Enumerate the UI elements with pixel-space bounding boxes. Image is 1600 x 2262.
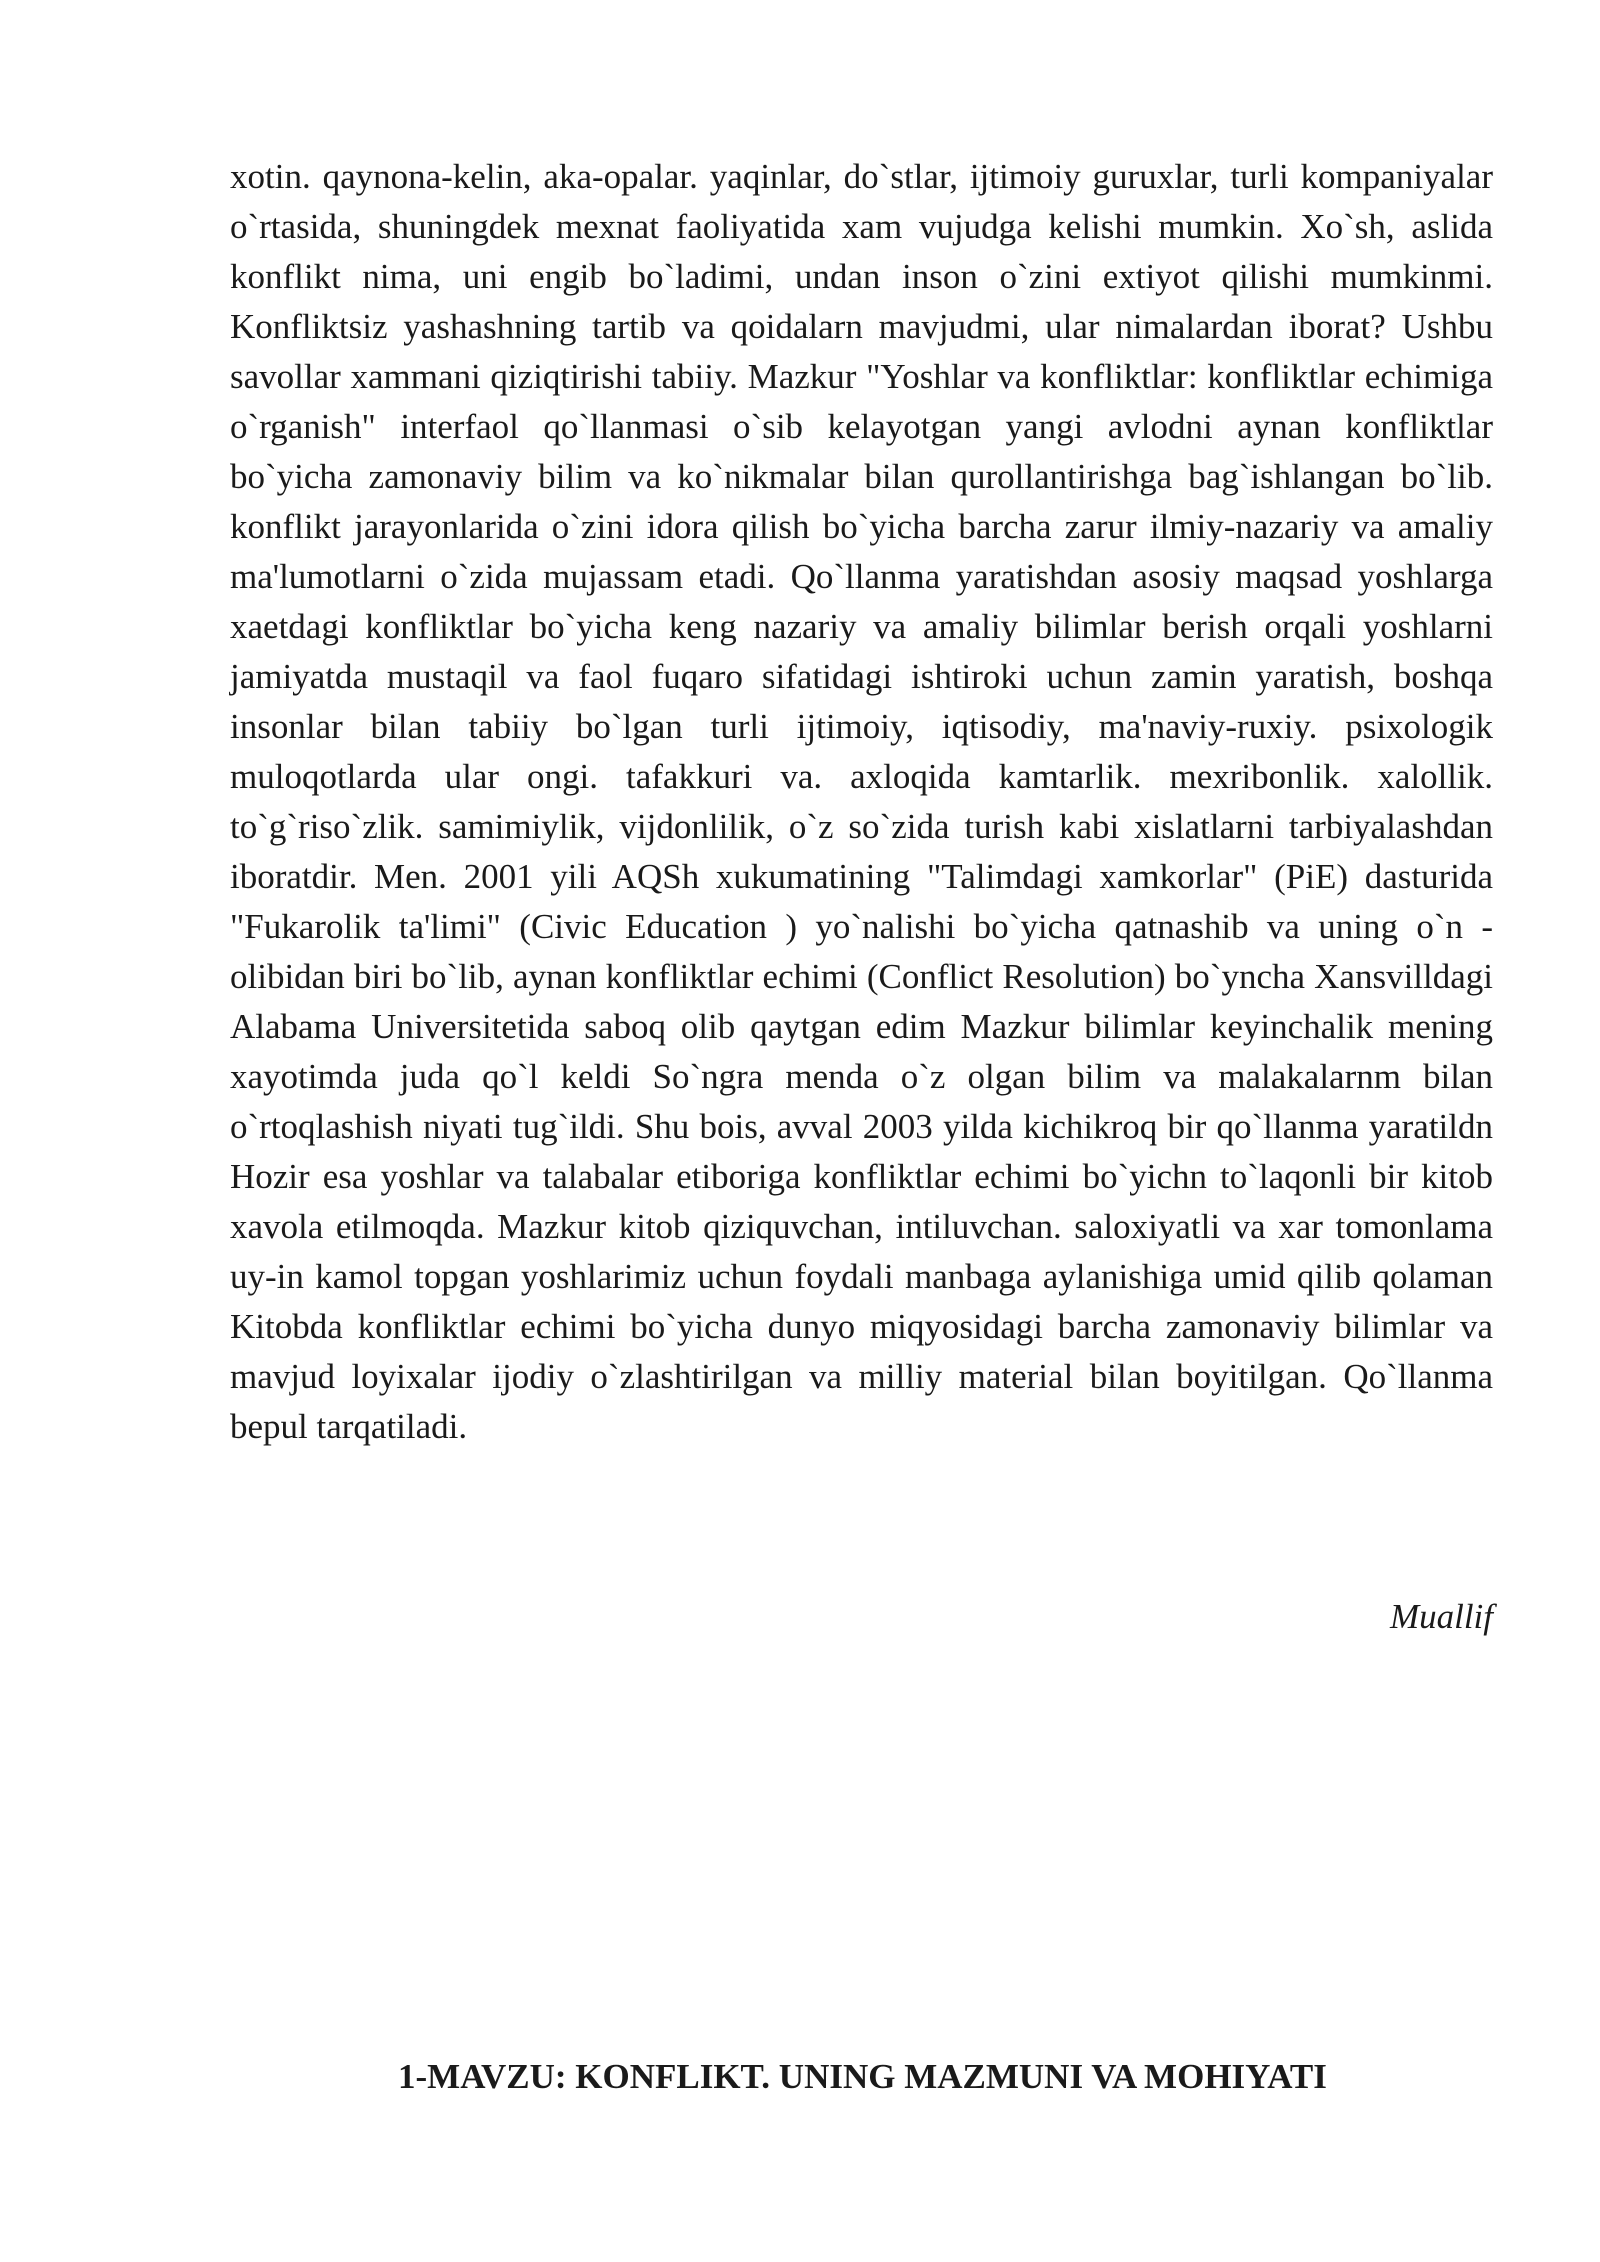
body-paragraph: xotin. qaynona-kelin, aka-opalar. yaqinlar, do`stlar, ijtimoiy guruxlar, turli kompaniyalar o`rtasida, shuningdek mexnat faoliyatida xam vujudga kelishi mumkin. Xo`sh, aslida konflikt nima, uni engib bo`ladimi, undan inson o`zini extiyot qilishi mumkinmi. Konfliktsiz yashashning tartib va qoidalarn mavjudmi, ular nimalardan iborat? Ushbu savollar xammani qiziqtirishi tabiiy. Mazkur "Yoshlar va konfliktlar: konfliktlar echimiga o`rganish" interfaol qo`llanmasi o`sib kelayotgan yangi avlodni aynan konfliktlar bo`yicha zamonaviy bilim va ko`nikmalar bilan qurollantirishga bag`ishlangan bo`lib. konflikt jarayonlarida o`zini idora qilish bo`yicha barcha zarur ilmiy-nazariy va amaliy ma'lumotlarni o`zida mujassam etadi. Qo`llanma yaratishdan asosiy maqsad yoshlarga xaetdagi konfliktlar bo`yicha keng nazariy va amaliy bilimlar berish orqali yoshlarni jamiyatda mustaqil va faol fuqaro sifatidagi ishtiroki uchun zamin yaratish, boshqa insonlar bilan tabiiy bo`lgan turli ijtimoiy, iqtisodiy, ma'naviy-ruxiy. psixologik muloqotlarda ular ongi. tafakkuri va. axloqida kamtarlik. mexribonlik. xalollik. to`g`riso`zlik. samimiylik, vijdonlilik, o`z so`zida turish kabi xislatlarni tarbiyalashdan iboratdir. Men. 2001 yili AQSh xukumatining "Talimdagi xamkorlar" (PiE) dasturida "Fukarolik ta'limi" (Civic Education ) yo`nalishi bo`yicha qatnashib va uning o`n -olibidan biri bo`lib, aynan konfliktlar echimi (Conflict Resolution) bo`yncha Xansvilldagi Alabama Universitetida saboq olib qaytgan edim Mazkur bilimlar keyinchalik mening xayotimda juda qo`l keldi So`ngra menda o`z olgan bilim va malakalarnm bilan o`rtoqlashish niyati tug`ildi. Shu bois, avval 2003 yilda kichikroq bir qo`llanma yaratildn Hozir esa yoshlar va talabalar etiboriga konfliktlar echimi bo`yichn to`laqonli bir kitob xavola etilmoqda. Mazkur kitob qiziquvchan, intiluvchan. saloxiyatli va xar tomonlama uy-in kamol topgan yoshlarimiz uchun foydali manbaga aylanishiga umid qilib qolaman Kitobda konfliktlar echimi bo`yicha dunyo miqyosidagi barcha zamonaviy bilimlar va mavjud loyixalar ijodiy o`zlashtirilgan va milliy material bilan boyitilgan. Qo`llanma bepul tarqatiladi.: [230, 157, 1493, 1446]
section-heading: 1-MAVZU: KONFLIKT. UNING MAZMUNI VA MOHIYATI: [398, 2057, 1327, 2096]
author-signature: Muallif: [1389, 1597, 1493, 1636]
